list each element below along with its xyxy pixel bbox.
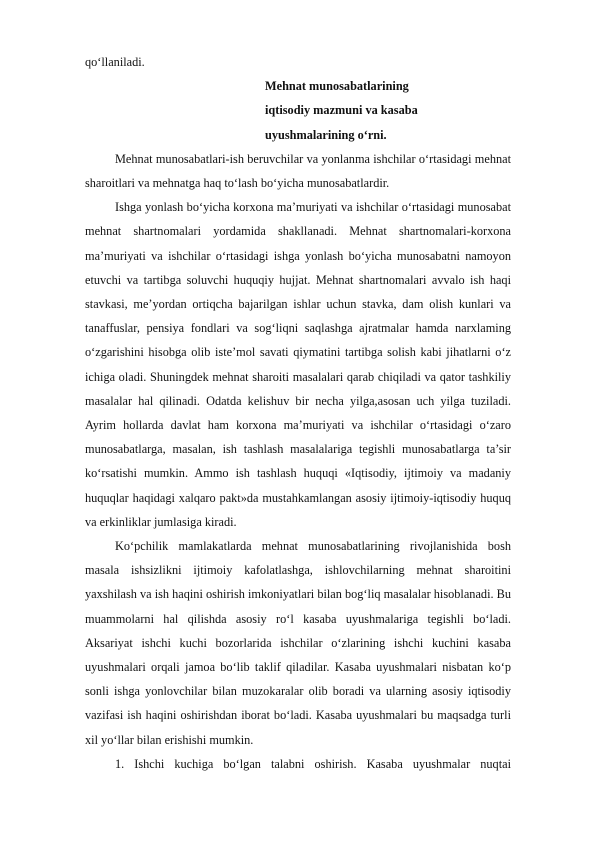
paragraph-definition: Mehnat munosabatlari-ish beruvchilar va yonlanma ishchilar o‘rtasidagi mehnat sharoitlari va mehnatga haq to‘lash bo‘yicha munosabatlardir. [85,151,511,191]
paragraph-employment-contracts: Ishga yonlash bo‘yicha korxona ma’muriyati va ishchilar o‘rtasidagi munosabat mehnat shartnomalari yordamida shakllanadi. Mehnat shartnomalari-korxona ma’muriyati va ishchilar o‘rtasidagi ishga yonlash bo‘yicha munosabatni namoyon etuvchi va tartibga soluvchi huquqiy hujjat. Mehnat shartnomalari avvalo ish haqi stavkasi, me’yordan ortiqcha bajarilgan ishlar uchun stavka, dam olish kunlari va tanaffuslar, pensiya fondlari va sog‘liqni saqlashga ajratmalar hamda narxlaming o‘zgarishini hisobga olib iste’mol savati qiymatini tartibga solish kabi jihatlarni o‘z ichiga oladi. Shuningdek mehnat sharoiti masalalari qarab chiqiladi va qator tashkiliy masalalar hal qilinadi. Odatda kelishuv bir necha yilga,asosan uch yilga tuziladi. Ayrim hollarda davlat ham korxona ma’muriyati va ishchilar o‘rtasidagi o‘zaro munosabatlarga, masalan, ish tashlash masalalariga tegishli munosabatlarga ta’sir ko‘rsatishi mumkin. Ammo ish tashlash huquqi «Iqtisodiy, ijtimoiy va madaniy huquqlar haqidagi xalqaro pakt»da mustahkamlangan asosiy ijtimoiy-iqtisodiy huquq va erkinliklar jumlasiga kiradi. [85,200,511,529]
document-page [85,50,511,776]
numbered-list-item: 1. Ishchi kuchiga bo‘lgan talabni oshirish. Kasaba uyushmalar nuqtai [115,756,511,771]
heading-line-2: iqtisodiy mazmuni va kasaba [265,103,418,118]
heading-line-3: uyushmalarining o‘rni. [265,127,387,142]
continuation-text: qo‘llaniladi. [85,55,145,69]
section-heading [265,74,511,147]
paragraph-trade-unions: Ko‘pchilik mamlakatlarda mehnat munosabatlarining rivojlanishida bosh masala ishsizlikni ijtimoiy kafolatlashga, ishlovchilarning mehnat sharoitini yaxshilash va ish haqini oshirish imkoniyatlari bilan bog‘liq masalalar hisoblanadi. Bu muammolarni hal qilishda asosiy ro‘l kasaba uyushmalariga tegishli bo‘ladi. Aksariyat ishchi kuchi bozorlarida ishchilar o‘zlarining ishchi kuchini kasaba uyushmalari orqali jamoa bo‘lib taklif qiladilar. Kasaba uyushmalari nisbatan ko‘p sonli ishga yonlovchilar bilan muzokaralar olib boradi va ularning asosiy iqtisodiy vazifasi ish haqini oshirishdan iborat bo‘ladi. Kasaba uyushmalari bu maqsadga turli xil yo‘llar bilan erishishi mumkin. [85,539,511,747]
heading-line-1: Mehnat munosabatlarining [265,79,409,94]
